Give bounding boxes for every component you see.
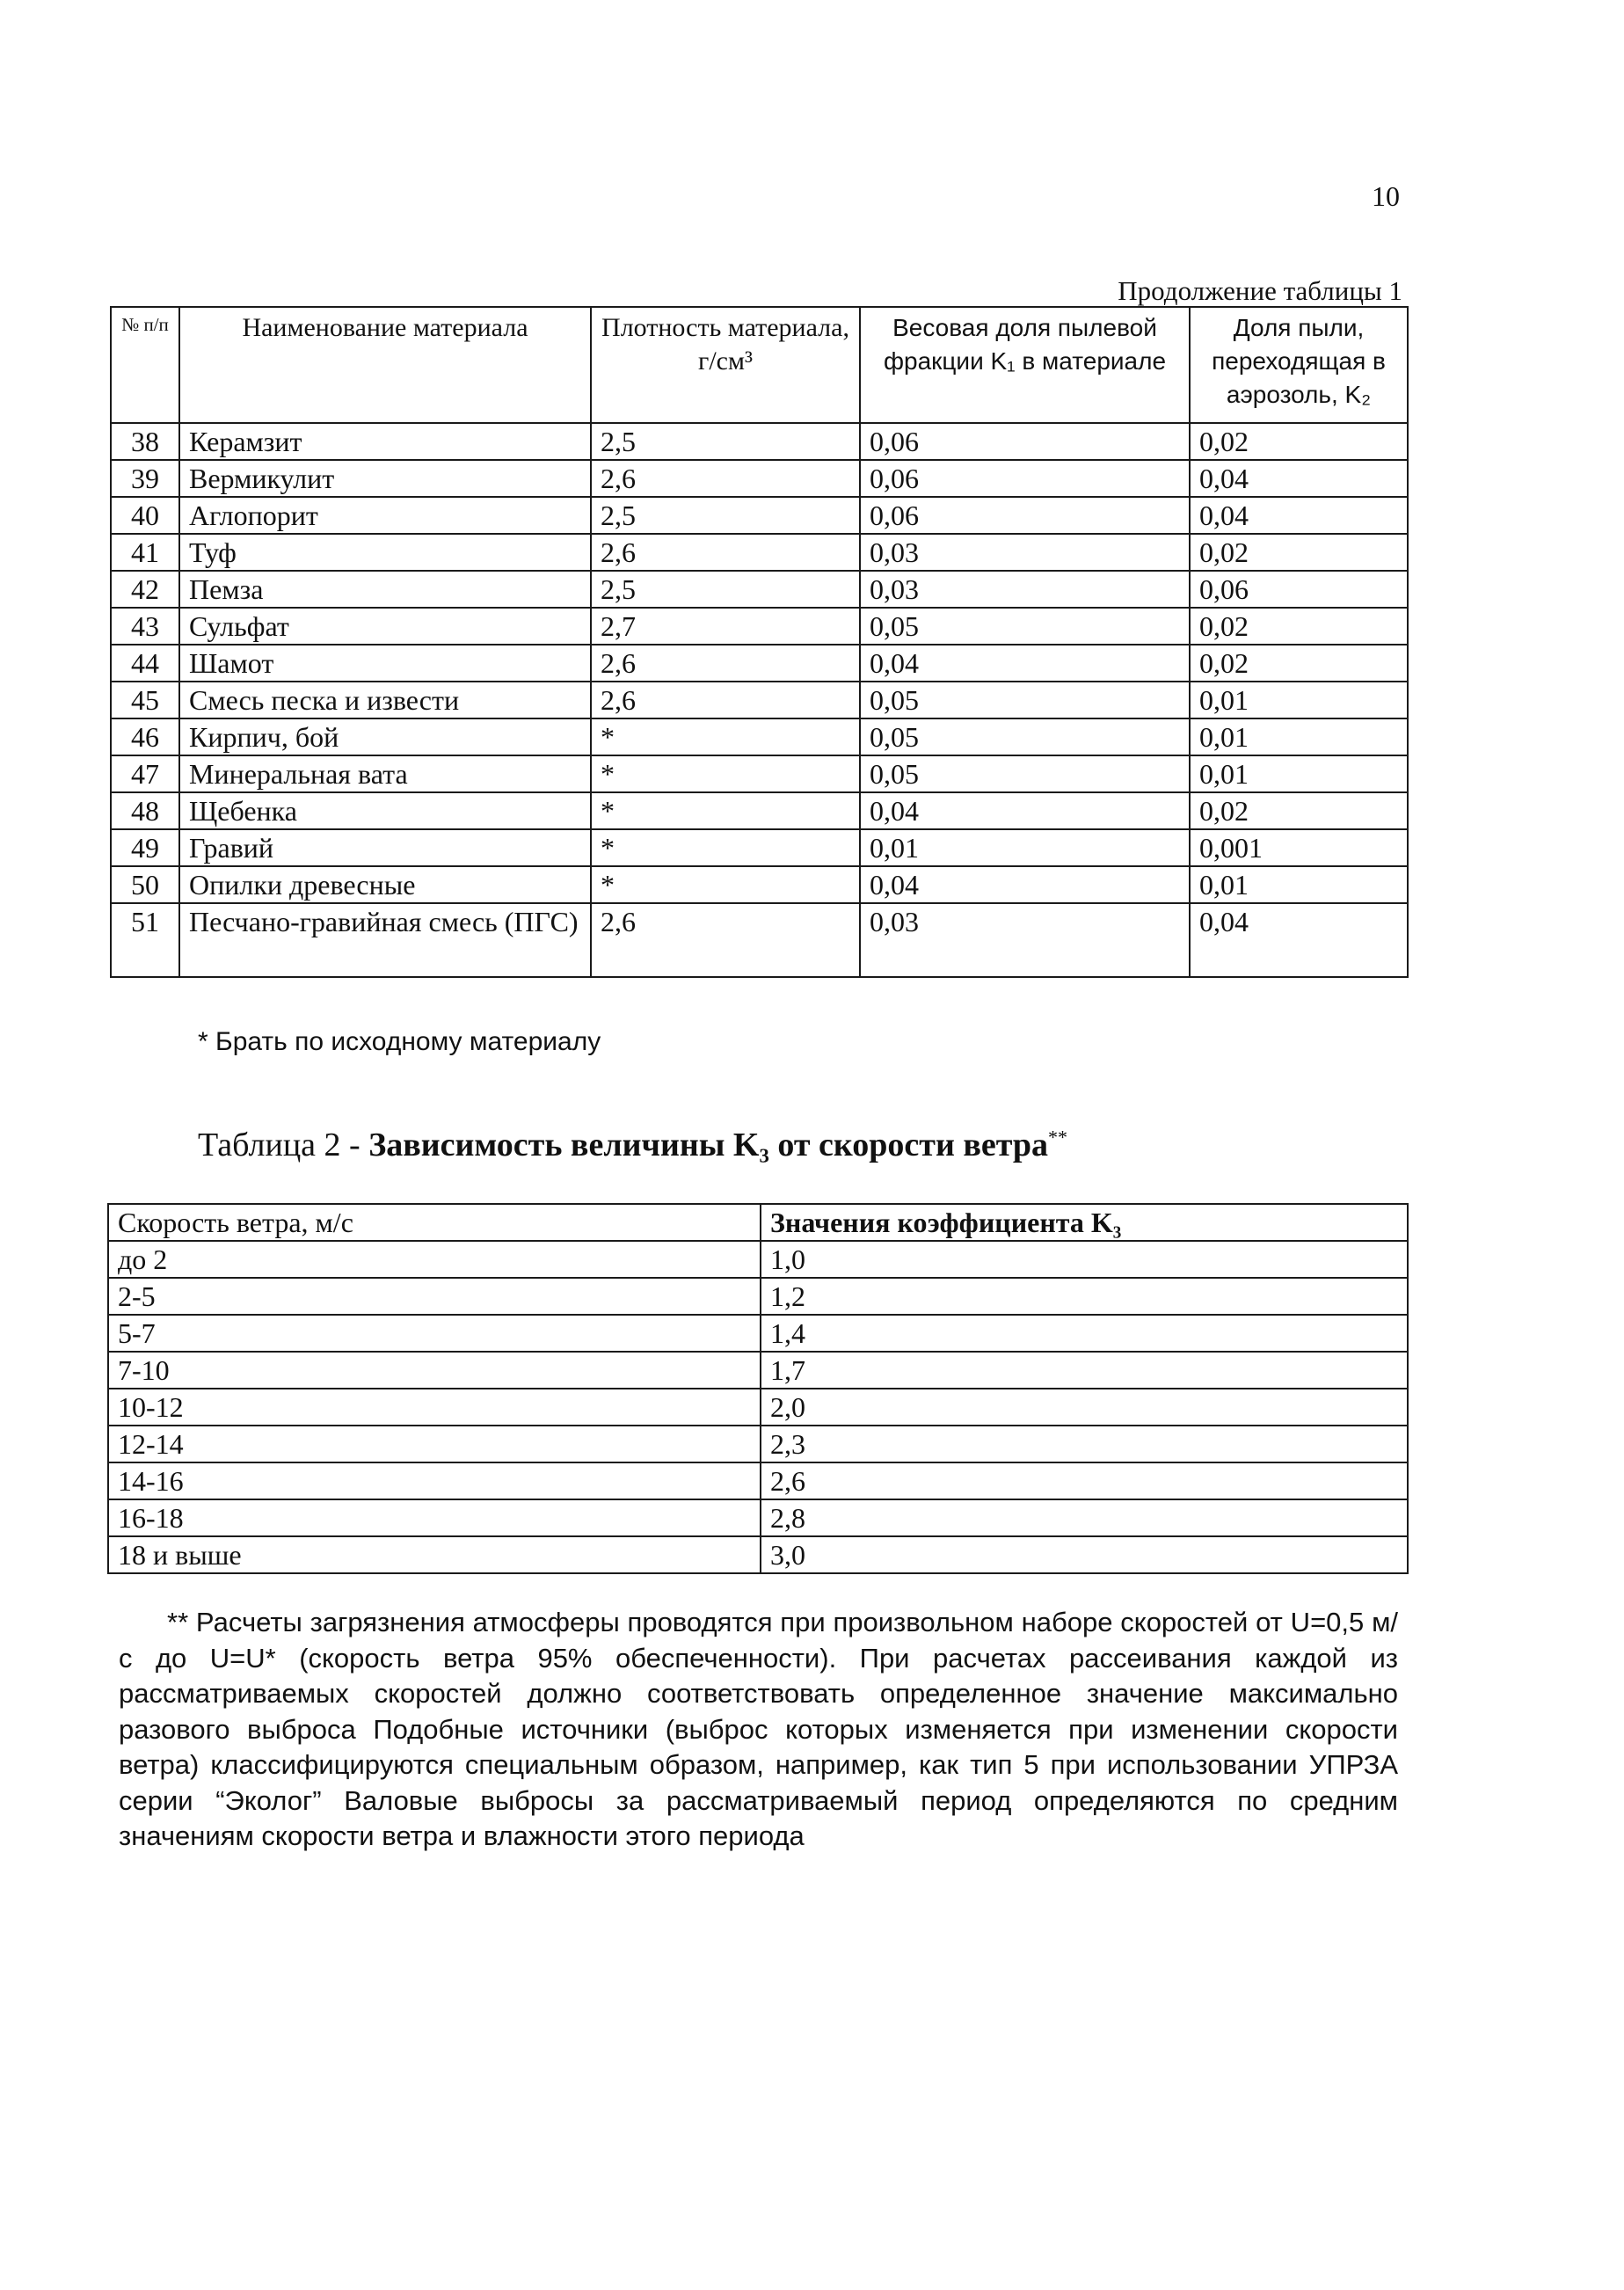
k3-value: 3,0 [761,1536,1408,1573]
k2-value: 0,04 [1190,497,1408,534]
wind-speed: 12-14 [108,1426,761,1462]
density: * [591,718,860,755]
material-name: Туф [179,534,591,571]
k2-value: 0,02 [1190,792,1408,829]
row-number: 39 [111,460,179,497]
wind-speed: до 2 [108,1241,761,1278]
k3-value: 1,2 [761,1278,1408,1315]
table2-header-row [108,1204,1408,1241]
k1-value: 0,05 [860,682,1190,718]
k2-value: 0,04 [1190,460,1408,497]
header-k3: Значения коэффициента K₃ [761,1204,1408,1241]
table-row [108,1462,1408,1499]
material-name: Сульфат [179,608,591,645]
density: 2,6 [591,534,860,571]
material-name: Опилки древесные [179,866,591,903]
table2-body [108,1241,1408,1573]
density: * [591,792,860,829]
material-name: Песчано-гравийная смесь (ПГС) [179,903,591,977]
k3-value: 2,8 [761,1499,1408,1536]
density: 2,6 [591,903,860,977]
k2-value: 0,001 [1190,829,1408,866]
wind-speed-table [107,1203,1409,1574]
density: 2,5 [591,571,860,608]
material-name: Смесь песка и извести [179,682,591,718]
k2-value: 0,01 [1190,718,1408,755]
k1-value: 0,04 [860,645,1190,682]
header-k1: Весовая доля пылевой фракции K₁ в материале [860,307,1190,423]
k3-value: 2,6 [761,1462,1408,1499]
table-row [108,1352,1408,1389]
table-row [111,755,1408,792]
material-name: Вермикулит [179,460,591,497]
table1-note: * Брать по исходному материалу [198,1027,601,1056]
table1-header-row [111,307,1408,423]
row-number: 44 [111,645,179,682]
row-number: 51 [111,903,179,977]
k2-value: 0,01 [1190,866,1408,903]
table-row [108,1389,1408,1426]
table2-title-prefix: Таблица 2 - [198,1127,369,1163]
footnote: ** Расчеты загрязнения атмосферы проводятся при произвольном наборе скоростей от U=0,5 м/с до U=U* (скорость ветра 95% обеспеченности). При расчетах рассеивания каждой из рассматриваемых скоростей должно соответствовать определенное значение максимально разового выброса Подобные источники (выброс которых изменяется при изменении скорости ветра) классифицируются специальным образом, например, как тип 5 при использовании УПРЗА серии “Эколог” Валовые выбросы за рассматриваемый период определяются по средним значениям скорости ветра и влажности этого периода [119,1607,1398,1851]
k1-value: 0,03 [860,571,1190,608]
k3-value: 1,7 [761,1352,1408,1389]
k2-value: 0,04 [1190,903,1408,977]
row-number: 46 [111,718,179,755]
row-number: 49 [111,829,179,866]
k1-value: 0,05 [860,608,1190,645]
density: 2,6 [591,460,860,497]
k3-value: 1,4 [761,1315,1408,1352]
table-row [111,608,1408,645]
density: 2,7 [591,608,860,645]
row-number: 45 [111,682,179,718]
wind-speed: 16-18 [108,1499,761,1536]
k1-value: 0,05 [860,755,1190,792]
table2-title [198,1126,1067,1164]
k2-value: 0,02 [1190,423,1408,460]
header-number: № п/п [111,307,179,423]
table-row [108,1499,1408,1536]
table-row [108,1536,1408,1573]
table-row [108,1315,1408,1352]
table-row [111,571,1408,608]
table-row [111,903,1408,977]
material-name: Минеральная вата [179,755,591,792]
material-name: Керамзит [179,423,591,460]
k2-value: 0,01 [1190,755,1408,792]
header-material-name: Наименование материала [179,307,591,423]
wind-speed: 18 и выше [108,1536,761,1573]
k3-value: 2,0 [761,1389,1408,1426]
k2-value: 0,01 [1190,682,1408,718]
density: 2,5 [591,423,860,460]
table-row [111,423,1408,460]
table-row [108,1241,1408,1278]
k1-value: 0,05 [860,718,1190,755]
k2-value: 0,02 [1190,534,1408,571]
k1-value: 0,03 [860,903,1190,977]
density: 2,6 [591,682,860,718]
k2-value: 0,06 [1190,571,1408,608]
row-number: 43 [111,608,179,645]
density: * [591,755,860,792]
table-row [111,682,1408,718]
material-name: Шамот [179,645,591,682]
table-row [111,460,1408,497]
wind-speed: 7-10 [108,1352,761,1389]
row-number: 48 [111,792,179,829]
density: 2,5 [591,497,860,534]
k1-value: 0,01 [860,829,1190,866]
table-row [111,497,1408,534]
row-number: 41 [111,534,179,571]
row-number: 38 [111,423,179,460]
table-row [111,718,1408,755]
density: * [591,829,860,866]
table2-title-mark: ** [1048,1126,1068,1149]
table-row [108,1278,1408,1315]
k2-value: 0,02 [1190,608,1408,645]
material-name: Кирпич, бой [179,718,591,755]
table1-body [111,423,1408,977]
row-number: 40 [111,497,179,534]
k2-value: 0,02 [1190,645,1408,682]
k1-value: 0,03 [860,534,1190,571]
page-number: 10 [1372,180,1400,212]
header-k2: Доля пыли, переходящая в аэрозоль, K₂ [1190,307,1408,423]
row-number: 50 [111,866,179,903]
row-number: 42 [111,571,179,608]
table-row [111,792,1408,829]
table-row [108,1426,1408,1462]
k1-value: 0,04 [860,792,1190,829]
table-row [111,534,1408,571]
k1-value: 0,06 [860,460,1190,497]
table1-caption: Продолжение таблицы 1 [1118,275,1402,306]
table-row [111,829,1408,866]
wind-speed: 2-5 [108,1278,761,1315]
material-name: Пемза [179,571,591,608]
wind-speed: 14-16 [108,1462,761,1499]
header-density: Плотность материала, г/см³ [591,307,860,423]
k3-value: 2,3 [761,1426,1408,1462]
table2-title-text: Зависимость величины K₃ от скорости ветра [368,1127,1049,1163]
k1-value: 0,06 [860,497,1190,534]
wind-speed: 5-7 [108,1315,761,1352]
k3-value: 1,0 [761,1241,1408,1278]
material-name: Гравий [179,829,591,866]
header-wind-speed: Скорость ветра, м/с [108,1204,761,1241]
wind-speed: 10-12 [108,1389,761,1426]
table-row [111,866,1408,903]
material-name: Щебенка [179,792,591,829]
materials-table [110,306,1409,978]
table-row [111,645,1408,682]
material-name: Аглопорит [179,497,591,534]
density: * [591,866,860,903]
row-number: 47 [111,755,179,792]
k1-value: 0,04 [860,866,1190,903]
density: 2,6 [591,645,860,682]
k1-value: 0,06 [860,423,1190,460]
